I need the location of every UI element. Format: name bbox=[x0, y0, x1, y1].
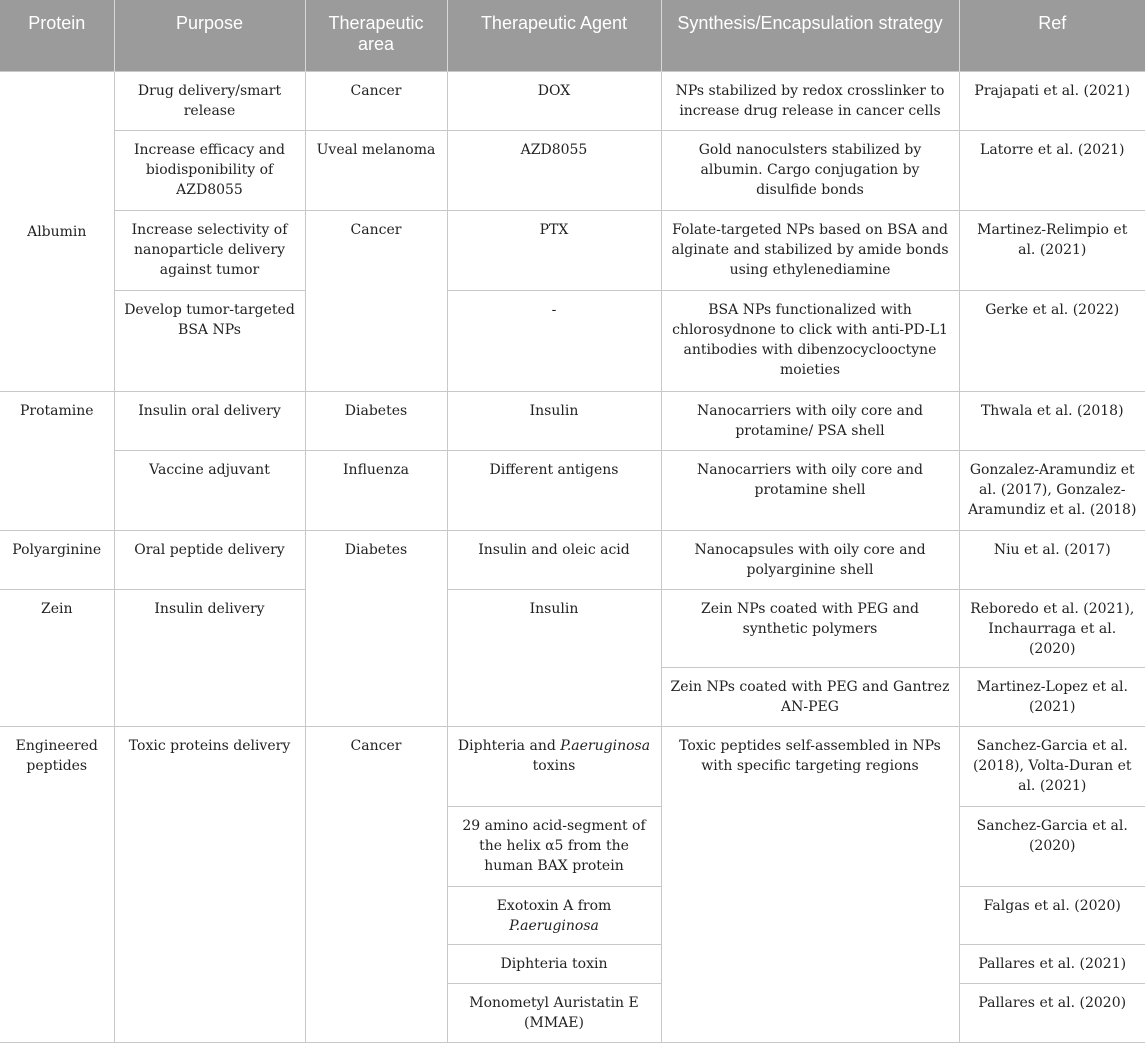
table-row bbox=[0, 451, 1145, 531]
agent-cell: PTX bbox=[447, 211, 661, 291]
agent-cell: Insulin bbox=[447, 392, 661, 451]
table-row bbox=[0, 72, 1145, 131]
area-cell: Cancer bbox=[305, 72, 447, 131]
agent-cell: - bbox=[447, 291, 661, 392]
ref-cell: Sanchez-Garcia et al. (2020) bbox=[959, 807, 1145, 887]
agent-species: P.aeruginosa bbox=[560, 738, 651, 754]
ref-cell: Latorre et al. (2021) bbox=[959, 131, 1145, 211]
protein-cell: Albumin bbox=[0, 72, 114, 392]
strategy-cell: Zein NPs coated with PEG and synthetic polymers bbox=[661, 590, 959, 668]
agent-cell: Insulin bbox=[447, 590, 661, 727]
ref-cell: Prajapati et al. (2021) bbox=[959, 72, 1145, 131]
purpose-cell: Develop tumor-targeted BSA NPs bbox=[114, 291, 305, 392]
table-row bbox=[0, 291, 1145, 392]
ref-cell: Pallares et al. (2020) bbox=[959, 984, 1145, 1043]
header-therapeutic-agent: Therapeutic Agent bbox=[447, 0, 661, 72]
header-ref: Ref bbox=[959, 0, 1145, 72]
strategy-cell: Folate-targeted NPs based on BSA and alginate and stabilized by amide bonds using ethylenediamine bbox=[661, 211, 959, 291]
agent-cell: 29 amino acid-segment of the helix α5 from the human BAX protein bbox=[447, 807, 661, 887]
agent-text: Diphteria and bbox=[457, 738, 561, 754]
area-cell: Influenza bbox=[305, 451, 447, 531]
ref-cell: Sanchez-Garcia et al. (2018), Volta-Duran et al. (2021) bbox=[959, 727, 1145, 807]
agent-cell: DOX bbox=[447, 72, 661, 131]
agent-cell: Diphteria toxin bbox=[447, 945, 661, 984]
ref-cell: Martinez-Lopez et al. (2021) bbox=[959, 668, 1145, 727]
area-cell: Uveal melanoma bbox=[305, 131, 447, 211]
ref-cell: Reboredo et al. (2021), Inchaurraga et al. (2020) bbox=[959, 590, 1145, 668]
ref-cell: Niu et al. (2017) bbox=[959, 531, 1145, 590]
agent-cell: Insulin and oleic acid bbox=[447, 531, 661, 590]
ref-cell: Gerke et al. (2022) bbox=[959, 291, 1145, 392]
agent-text: Exotoxin A from bbox=[496, 898, 612, 914]
table-row bbox=[0, 392, 1145, 451]
purpose-cell: Insulin oral delivery bbox=[114, 392, 305, 451]
area-cell: Cancer bbox=[305, 727, 447, 1043]
agent-cell: Different antigens bbox=[447, 451, 661, 531]
header-purpose: Purpose bbox=[114, 0, 305, 72]
ref-cell: Martinez-Relimpio et al. (2021) bbox=[959, 211, 1145, 291]
agent-cell bbox=[447, 887, 661, 945]
header-row bbox=[0, 0, 1145, 72]
protein-cell: Engineered peptides bbox=[0, 727, 114, 1043]
area-cell: Diabetes bbox=[305, 531, 447, 727]
area-cell: Diabetes bbox=[305, 392, 447, 451]
purpose-cell: Increase selectivity of nanoparticle delivery against tumor bbox=[114, 211, 305, 291]
purpose-cell: Insulin delivery bbox=[114, 590, 305, 727]
strategy-cell: Nanocapsules with oily core and polyarginine shell bbox=[661, 531, 959, 590]
ref-cell: Falgas et al. (2020) bbox=[959, 887, 1145, 945]
strategy-cell: BSA NPs functionalized with chlorosydnone to click with anti-PD-L1 antibodies with dibenzocyclooctyne moieties bbox=[661, 291, 959, 392]
header-synthesis-strategy: Synthesis/Encapsulation strategy bbox=[661, 0, 959, 72]
strategy-cell: Toxic peptides self-assembled in NPs with specific targeting regions bbox=[661, 727, 959, 1043]
agent-cell: Monometyl Auristatin E (MMAE) bbox=[447, 984, 661, 1043]
table-row bbox=[0, 211, 1145, 291]
header-protein: Protein bbox=[0, 0, 114, 72]
agent-cell: AZD8055 bbox=[447, 131, 661, 211]
ref-cell: Thwala et al. (2018) bbox=[959, 392, 1145, 451]
table-row bbox=[0, 590, 1145, 668]
area-cell: Cancer bbox=[305, 211, 447, 392]
strategy-cell: Nanocarriers with oily core and protamine shell bbox=[661, 451, 959, 531]
table-row bbox=[0, 727, 1145, 807]
header-therapeutic-area: Therapeutic area bbox=[305, 0, 447, 72]
purpose-cell: Increase efficacy and biodisponibility of AZD8055 bbox=[114, 131, 305, 211]
purpose-cell: Drug delivery/smart release bbox=[114, 72, 305, 131]
purpose-cell: Vaccine adjuvant bbox=[114, 451, 305, 531]
ref-cell: Gonzalez-Aramundiz et al. (2017), Gonzalez-Aramundiz et al. (2018) bbox=[959, 451, 1145, 531]
agent-cell bbox=[447, 727, 661, 807]
protein-cell: Polyarginine bbox=[0, 531, 114, 590]
agent-species: P.aeruginosa bbox=[509, 918, 599, 934]
protein-cell: Zein bbox=[0, 590, 114, 727]
protein-cell: Protamine bbox=[0, 392, 114, 531]
ref-cell: Pallares et al. (2021) bbox=[959, 945, 1145, 984]
purpose-cell: Oral peptide delivery bbox=[114, 531, 305, 590]
strategy-cell: Gold nanoculsters stabilized by albumin. Cargo conjugation by disulfide bonds bbox=[661, 131, 959, 211]
agent-text: toxins bbox=[532, 758, 576, 774]
table-row bbox=[0, 131, 1145, 211]
strategy-cell: NPs stabilized by redox crosslinker to increase drug release in cancer cells bbox=[661, 72, 959, 131]
table-row bbox=[0, 531, 1145, 590]
purpose-cell: Toxic proteins delivery bbox=[114, 727, 305, 1043]
strategy-cell: Nanocarriers with oily core and protamine/ PSA shell bbox=[661, 392, 959, 451]
strategy-cell: Zein NPs coated with PEG and Gantrez AN-PEG bbox=[661, 668, 959, 727]
